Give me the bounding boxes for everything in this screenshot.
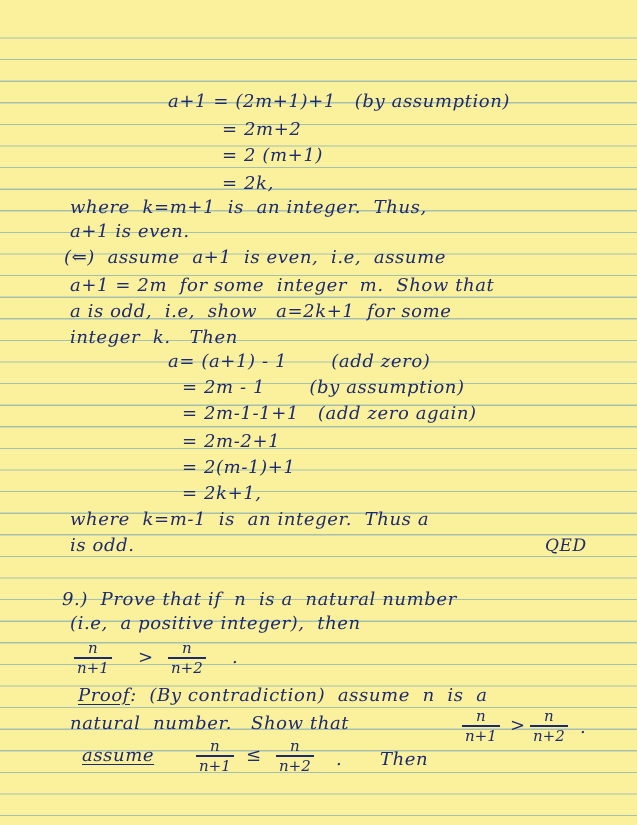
fraction-numerator: n: [182, 639, 192, 657]
text-line: = 2k+1,: [182, 483, 262, 504]
fraction-numerator: n: [290, 737, 300, 755]
text-line: = 2(m-1)+1: [182, 457, 296, 478]
fraction-denominator: n+1: [77, 658, 109, 677]
text-line: integer k. Then: [70, 327, 238, 348]
greater-than-sign: >: [510, 715, 526, 736]
fraction-numerator: n: [210, 737, 220, 755]
fraction-n-over-n-plus-1: [196, 738, 234, 774]
proof-label: Proof: [78, 685, 131, 706]
text-line: a= (a+1) - 1 (add zero): [168, 351, 431, 372]
text-line: = 2m+2: [222, 119, 302, 140]
fraction-n-over-n-plus-1: [462, 708, 500, 744]
text-line: = 2k,: [222, 173, 274, 194]
text-line: a+1 = (2m+1)+1 (by assumption): [168, 91, 511, 112]
qed-mark: QED: [545, 536, 587, 556]
less-or-equal-sign: ≤: [246, 745, 262, 766]
proof-line: [78, 686, 488, 706]
fraction-denominator: n+2: [279, 756, 311, 775]
fraction-denominator: n+2: [533, 726, 565, 745]
fraction-denominator: n+1: [465, 726, 497, 745]
then-word: Then: [380, 749, 429, 770]
fraction-n-over-n-plus-2: [276, 738, 314, 774]
text-line: a+1 is even.: [70, 221, 190, 242]
fraction-n-over-n-plus-2: [530, 708, 568, 744]
text-line: = 2 (m+1): [222, 145, 324, 166]
text-line: = 2m-2+1: [182, 431, 281, 452]
text-line: (i.e, a positive integer), then: [70, 613, 361, 634]
assume-label: assume: [82, 745, 155, 766]
text-line: = 2m-1-1+1 (add zero again): [182, 403, 477, 424]
text-line: = 2m - 1 (by assumption): [182, 377, 465, 398]
fraction-denominator: n+2: [171, 658, 203, 677]
text-line: a+1 = 2m for some integer m. Show that: [70, 275, 495, 296]
fraction-denominator: n+1: [199, 756, 231, 775]
fraction-n-over-n-plus-1: [74, 640, 112, 676]
greater-than-sign: >: [138, 647, 154, 668]
proof-text: : (By contradiction) assume n is a: [130, 685, 488, 706]
text-line: where k=m-1 is an integer. Thus a: [70, 509, 430, 530]
text-line: natural number. Show that: [70, 713, 350, 734]
period: .: [232, 647, 238, 668]
problem-statement: 9.) Prove that if n is a natural number: [62, 589, 457, 610]
text-line: where k=m+1 is an integer. Thus,: [70, 197, 427, 218]
text-line: a is odd, i.e, show a=2k+1 for some: [70, 301, 452, 322]
page-top-margin: [0, 0, 637, 16]
text-line: is odd.: [70, 535, 135, 556]
fraction-n-over-n-plus-2: [168, 640, 206, 676]
period: .: [336, 749, 342, 770]
fraction-numerator: n: [476, 707, 486, 725]
fraction-numerator: n: [88, 639, 98, 657]
fraction-numerator: n: [544, 707, 554, 725]
text-line: (⇐) assume a+1 is even, i.e, assume: [64, 247, 447, 268]
period: .: [580, 717, 586, 738]
